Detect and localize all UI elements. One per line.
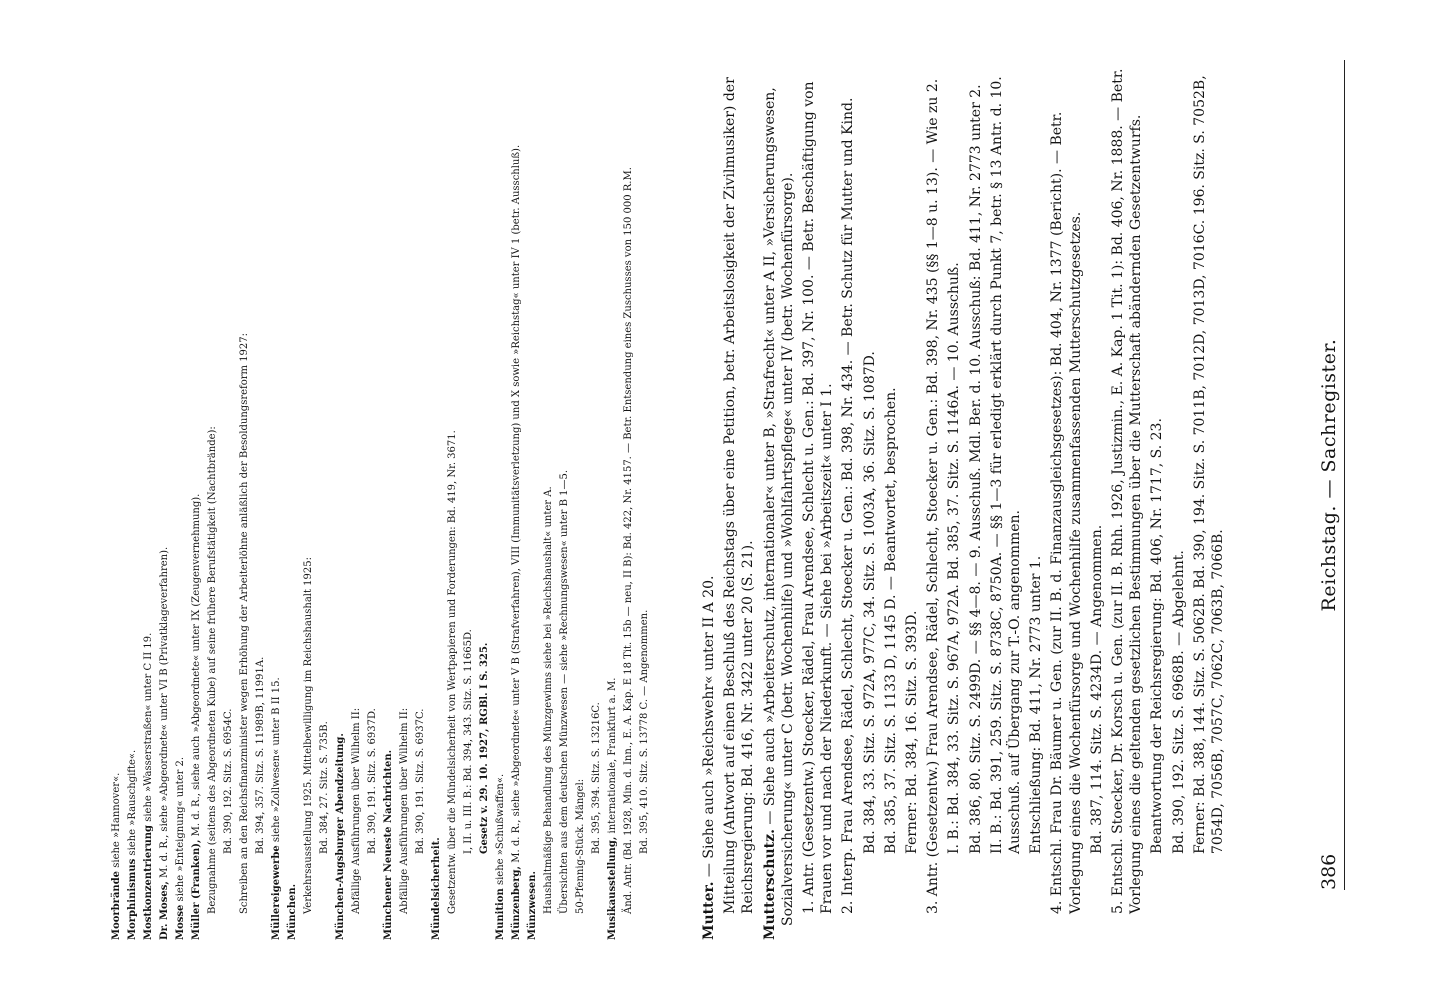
right_column-entry (1048, 60, 1106, 940)
header-rule (1344, 60, 1345, 890)
entry-reference: Bd. 394, 357. Sitz. S. 11989B, 11991A. (255, 656, 266, 854)
right-column (700, 60, 1230, 940)
left_column-entry (142, 60, 155, 940)
entry-headword: München-Augsburger Abendzeitung. (335, 733, 346, 940)
left_column-entry (206, 60, 235, 940)
entry-line (606, 60, 619, 940)
entry-subtext: Bezugnahme (seitens des Abgeordneten Kube) auf seine frühere Berufstätigkeit (Nachtbrände): (207, 426, 218, 914)
entry-reference: Ferner: Bd. 388, 144. Sitz. S. 5062B. Bd. 390, 194. Sitz. S. 7011B, 7012D, 7013D, 7016C. 196. Sitz. S. 7052B, 7054D, 7056B, 7057C, 7062C, 7063B, 7066B. (1191, 75, 1227, 854)
left_column-entry (446, 60, 475, 940)
left_column-entry (174, 60, 187, 940)
left_column-entry (558, 60, 571, 940)
entry-subtext: 5. Entschl. Stoecker, Dr. Korsch u. Gen. (zur II. B. Rhh. 1926, Justizmin., E. A. Kap. 1 Tit. 1): Bd. 406, Nr. 1888. — Betr. Vorlegung eines die geltenden gesetzlichen Bestimmungen über die Mutterschaft abändernden Gesetzentwurfs. (1110, 68, 1145, 914)
entry-reference: Bd. 390, 192. Sitz. S. 6954C. (223, 708, 234, 854)
entry-line (270, 60, 283, 940)
right_column-entry (882, 60, 900, 940)
right_column-entry (761, 60, 797, 940)
entry-subtext: 2. Interp. Frau Arendsee, Rädel, Schlecht, Stoecker u. Gen.: Bd. 398, Nr. 434. — Betr. Schutz für Mutter und Kind. (840, 97, 857, 914)
right_column-entry (839, 60, 878, 940)
entry-text: siehe »Hannover«. (111, 772, 122, 868)
left_column-entry (126, 60, 139, 940)
entry-line (382, 60, 395, 940)
entry-line (126, 60, 139, 940)
entry-text: siehe »Wasserstraßen« unter C II 19. (143, 632, 154, 822)
entry-text: siehe »Enteignung« unter 2. (175, 756, 186, 902)
right_column-entry (800, 60, 836, 940)
left_column-entry (158, 60, 171, 940)
right_column-entry (1170, 60, 1188, 940)
entry-line (334, 60, 347, 940)
entry-subtext: 1. Antr. (Gesetzentw.) Stoecker, Rädel, Frau Arendsee, Schlecht u. Gen.: Bd. 397, Nr. 100. — Betr. Beschäftigung von Frauen vor und nach der Niederkunft. — Siehe bei »Arbeitszeit« unter I 1. (801, 81, 836, 914)
entry-line (700, 60, 718, 940)
left_column-entry (350, 60, 379, 940)
left_column-entry (542, 60, 555, 940)
entry-headword: Musikausstellung, (607, 836, 618, 940)
entry-text: siehe »Schußwaffen«. (495, 773, 506, 886)
left-column (110, 60, 654, 940)
left_column-entry (430, 60, 443, 940)
entry-text: siehe »Rauschgifte«. (127, 749, 138, 856)
entry-line (430, 60, 443, 940)
entry-reference: II. B.: Bd. 391, 259. Sitz. S. 8738C, 8750A. — §§ 1—3 für erledigt erklärt durch Punkt 7, betr. § 13 Antr. d. 10. Ausschuß. auf Übergang zur T.-O. angenommen. (988, 76, 1024, 854)
left_column-entry (190, 60, 203, 940)
left_column-entry (110, 60, 123, 940)
entry-reference: Bd. 395, 394. Sitz. S. 13216C. (591, 702, 602, 854)
entry-headword: Mostkonzentrierung (143, 824, 154, 940)
right_column-entry (721, 60, 757, 940)
entry-subtext: Verkehrsausstellung 1925. Mittelbewilligung im Reichshaushalt 1925: (303, 557, 314, 914)
entry-headword: Müller (Franken), (191, 839, 202, 940)
entry-subtext: 50-Pfennig-Stück. Mängel: (575, 778, 586, 914)
right_column-entry (1191, 60, 1227, 940)
entry-reference: Bd. 390, 191. Sitz. S. 6937C. (415, 708, 426, 854)
right_column-entry (700, 60, 718, 940)
right_column-entry (967, 60, 985, 940)
running-title: Reichstag. — Sachregister. (1318, 338, 1340, 612)
entry-subtext: Übersichten aus dem deutschen Münzwesen — siehe »Rechnungswesen« unter B 1—5. (559, 469, 570, 914)
page-number: 386 (1318, 853, 1340, 890)
entry-subtext: 4. Entschl. Frau Dr. Bäumer u. Gen. (zur II. B. d. Finanzausgleichsgesetzes): Bd. 404, Nr. 1377 (Bericht). — Betr. Vorlegung eines die Wochenfürsorge und Wochenhilfe zusammenfassenden Mutterschutzgesetzes. (1049, 111, 1084, 914)
left_column-entry (302, 60, 331, 940)
left_column-entry (270, 60, 283, 940)
entry-text: M. d. R., siehe »Abgeordnete« unter V B (Strafverfahren), VIII (Immunitätsverletzung) und X sowie »Reichstag« unter IV 1 (betr. Ausschluß). (511, 144, 522, 863)
entry-reference: I, II. u. III. B.: Bd. 394, 343. Sitz. S. 11665D. (463, 629, 474, 854)
entry-subtext: Abfällige Ausführungen über Wilhelm II: (399, 707, 410, 914)
entry-reference: Bd. 390, 192. Sitz. S. 6968B. — Abgelehnt. (1170, 550, 1187, 854)
entry-line (190, 60, 203, 940)
entry-subtext: Schreiben an den Reichsfinanzminister wegen Erhöhung der Arbeiterlöhne anläßlich der Besoldungsreform 1927: (239, 332, 250, 914)
entry-line (142, 60, 155, 940)
right_column-entry (903, 60, 921, 940)
left_column-entry (574, 60, 603, 940)
entry-line (174, 60, 187, 940)
entry-headword: Müllereigewerbe (271, 845, 282, 940)
left_column-entry (526, 60, 539, 940)
entry-line (494, 60, 507, 940)
entry-subtext: Änd. Antr. (Bd. 1928, Min. d. Inn., E. A. Kap. E 18 Tit. 15b — neu, II B): Bd. 422, Nr. 4157. — Betr. Entsendung eines Zuschusses von 150 000 R.M. (623, 167, 634, 914)
entry-subtext: Gesetzentw. über die Mündelsicherheit von Wertpapieren und Forderungen: Bd. 419, Nr. 3671. (447, 430, 458, 914)
entry-subtext: 3. Antr. (Gesetzentw.) Frau Arendsee, Rädel, Schlecht, Stoecker u. Gen.: Bd. 398, Nr. 435 (§§ 1—8 u. 13). — Wie zu 2. (925, 78, 942, 914)
entry-line (761, 60, 797, 940)
entry-law-reference: Gesetz v. 29. 10. 1927, RGBl. I S. 325. (479, 642, 490, 854)
left_column-entry (398, 60, 427, 940)
left_column-entry (286, 60, 299, 940)
entry-reference: Bd. 395, 410. Sitz. S. 13778 C. — Angenommen. (639, 609, 650, 854)
entry-headword: Mosse (175, 904, 186, 940)
entry-reference: Beantwortung der Reichsregierung: Bd. 406, Nr. 1717, S. 23. (1149, 418, 1166, 854)
entry-headword: Münchener Neueste Nachrichten. (383, 749, 394, 940)
entry-subtext: Haushaltmäßige Behandlung des Münzgewinns siehe bei »Reichshaushalt« unter A. (543, 486, 554, 914)
entry-reference: Bd. 384, 27. Sitz. S. 735B. (319, 721, 330, 854)
left_column-entry (238, 60, 267, 940)
entry-reference: Bd. 387, 114. Sitz. S. 4234D. — Angenommen. (1088, 524, 1105, 854)
left_column-entry (382, 60, 395, 940)
entry-headword: Münzwesen. (527, 870, 538, 940)
left_column-entry (478, 60, 491, 940)
entry-text: M. d. R., siehe auch »Abgeordnete« unter IX (Zeugenvernehmung). (191, 493, 202, 837)
left_column-entry (622, 60, 651, 940)
entry-headword: Moorbrände (111, 870, 122, 940)
entry-line (158, 60, 171, 940)
entry-headword: Morphinismus (127, 858, 138, 940)
entry-reference: Bd. 384, 33. Sitz. S. 972A, 977C, 34. Sitz. S. 1003A, 36. Sitz. S. 1087D. (861, 351, 878, 854)
entry-line (526, 60, 539, 940)
left_column-entry (334, 60, 347, 940)
entry-headword: Mutterschutz. (761, 829, 778, 940)
right_column-entry (988, 60, 1024, 940)
entry-line (510, 60, 523, 940)
entry-line (286, 60, 299, 940)
entry-text: — Siehe auch »Reichswehr« unter II A 20. (701, 575, 717, 878)
left_column-entry (494, 60, 507, 940)
entry-reference: Bd. 386, 80. Sitz. S. 2499D. — §§ 4—8. — 9. Ausschuß. Mdl. Ber. d. 10. Ausschuß: Bd. 411, Nr. 2773 unter 2. (967, 84, 984, 854)
entry-headword: Dr. Moses, (159, 881, 170, 940)
entry-subtext: Mitteilung (Antwort auf einen Beschluß des Reichstags über eine Petition, betr. Arbeitslosigkeit der Zivilmusiker) der Reichsregierung: Bd. 416, Nr. 3422 unter 20 (S. 21). (722, 77, 757, 914)
entry-text: M. d. R., siehe »Abgeordnete« unter VI B (Privatklageverfahren). (159, 546, 170, 878)
entry-reference: Bd. 385, 37. Sitz. S. 1133 D, 1145 D. — Beantwortet, besprochen. (882, 387, 899, 854)
left_column-entry (510, 60, 523, 940)
entry-reference: I. B.: Bd. 384, 33. Sitz. S. 967A, 972A. Bd. 385, 37. Sitz. S. 1146A. — 10. Ausschuß. (946, 262, 963, 854)
entry-reference: Bd. 390, 191. Sitz. S. 6937D. (367, 708, 378, 854)
entry-text: internationale, Frankfurt a. M. (607, 677, 618, 834)
left_column-entry (606, 60, 619, 940)
right_column-entry (1109, 60, 1167, 940)
entry-reference: Entschließung: Bd. 411, Nr. 2773 unter 1. (1028, 555, 1045, 854)
entry-subtext: Abfällige Ausführungen über Wilhelm II: (351, 707, 362, 914)
entry-headword: Munition (495, 888, 506, 940)
entry-headword: Münzenberg, (511, 865, 522, 940)
right_column-entry (924, 60, 963, 940)
entry-headword: Mutter. (701, 881, 717, 940)
entry-headword: Mündelsicherheit. (431, 837, 442, 940)
entry-reference: Ferner: Bd. 384, 16. Sitz. S. 393D. (904, 610, 921, 854)
entry-line (110, 60, 123, 940)
entry-text: siehe »Zollwesen« unter B II 15. (271, 677, 282, 843)
right_column-entry (1027, 60, 1045, 940)
entry-text: — Siehe auch »Arbeiterschutz, internationaler« unter B, »Strafrecht« unter A II, »Versicherungswesen, Sozialversicherung« unter C (betr. Wochenhilfe) und »Wohlfahrtspflege« unter IV (betr. Wochenfürsorge). (761, 87, 796, 926)
entry-headword: München. (287, 883, 298, 940)
